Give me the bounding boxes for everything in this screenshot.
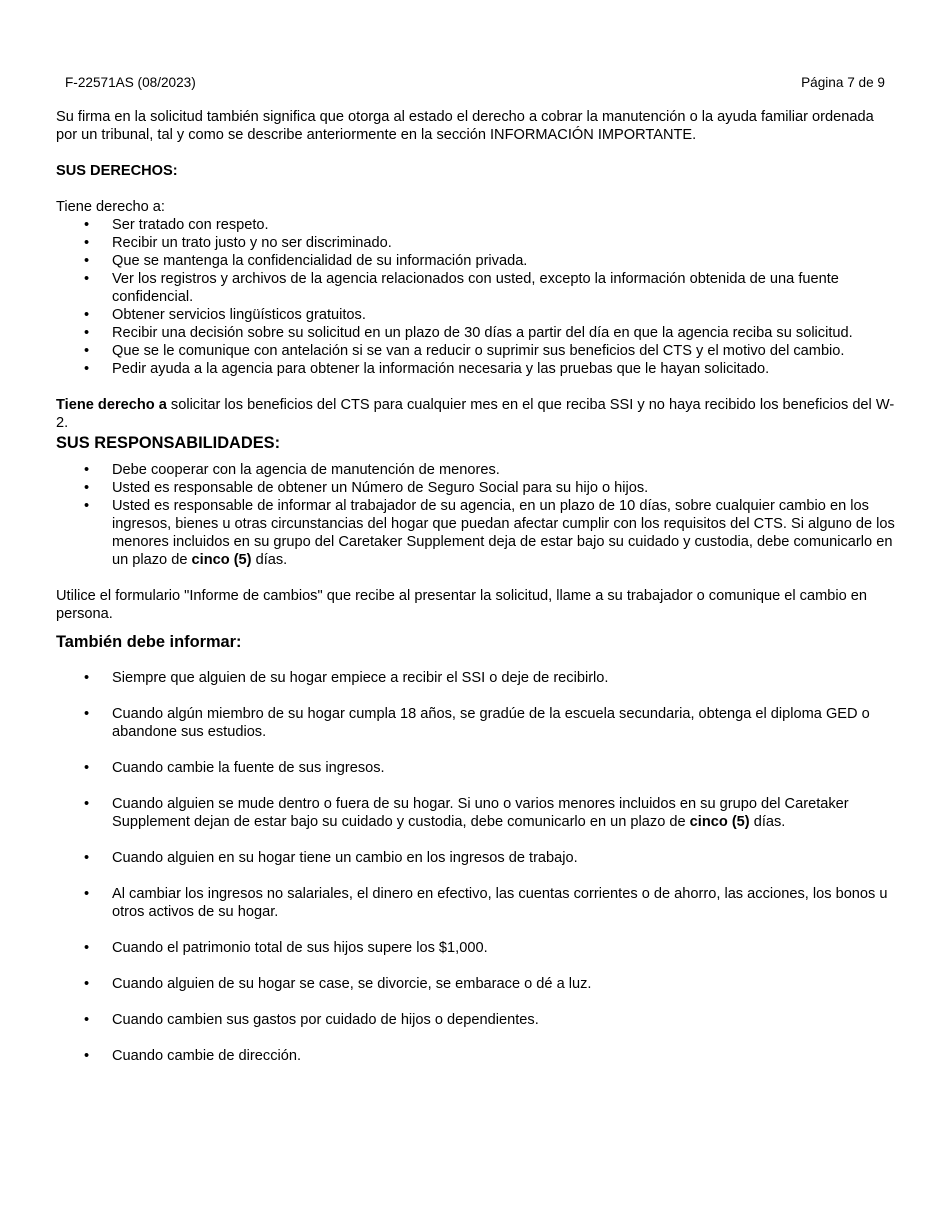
form-id: F-22571AS (08/2023) xyxy=(65,75,196,90)
list-item: • Ser tratado con respeto. xyxy=(56,216,896,234)
document-body xyxy=(56,108,896,1083)
page-number: Página 7 de 9 xyxy=(801,75,885,90)
report-heading: También debe informar: xyxy=(56,633,242,651)
list-item xyxy=(56,497,896,569)
list-item: • Que se le comunique con antelación si se van a reducir o suprimir sus beneficios del CTS y el motivo del cambio. xyxy=(56,342,896,360)
list-item-text: días. xyxy=(749,814,786,830)
list-item: • Usted es responsable de obtener un Número de Seguro Social para su hijo o hijos. xyxy=(56,479,896,497)
list-item: • Obtener servicios lingüísticos gratuitos. xyxy=(56,306,896,324)
report-list xyxy=(56,669,896,1065)
intro-paragraph: Su firma en la solicitud también significa que otorga al estado el derecho a cobrar la manutención o la ayuda familiar ordenada por un tribunal, tal y como se describe anteriormente en la sección INFORMACIÓN IMPORTANTE. xyxy=(56,109,874,143)
list-item: • Cuando algún miembro de su hogar cumpla 18 años, se gradúe de la escuela secundaria, obtenga el diploma GED o abandone sus estudios. xyxy=(56,705,896,741)
list-item: • Ver los registros y archivos de la agencia relacionados con usted, excepto la información obtenida de una fuente confidencial. xyxy=(56,270,896,306)
responsibilities-heading: SUS RESPONSABILIDADES: xyxy=(56,434,281,452)
rights-heading: SUS DERECHOS: xyxy=(56,163,178,179)
list-item xyxy=(56,795,896,831)
rights-note-text: solicitar los beneficios del CTS para cualquier mes en el que reciba SSI y no haya recibido los beneficios del W-2. xyxy=(56,397,895,431)
deadline-bold: cinco (5) xyxy=(689,814,750,830)
responsibilities-list xyxy=(56,461,896,569)
list-item: • Debe cooperar con la agencia de manutención de menores. xyxy=(56,461,896,479)
form-note: Utilice el formulario "Informe de cambios" que recibe al presentar la solicitud, llame a su trabajador o comunique el cambio en persona. xyxy=(56,588,867,622)
rights-note xyxy=(56,396,896,432)
list-item: • Cuando alguien de su hogar se case, se divorcie, se embarace o dé a luz. xyxy=(56,975,896,993)
list-item: • Siempre que alguien de su hogar empiece a recibir el SSI o deje de recibirlo. xyxy=(56,669,896,687)
list-item: • Que se mantenga la confidencialidad de su información privada. xyxy=(56,252,896,270)
rights-list xyxy=(56,216,896,378)
list-item: • Cuando alguien en su hogar tiene un cambio en los ingresos de trabajo. xyxy=(56,849,896,867)
deadline-bold: cinco (5) xyxy=(191,552,252,568)
list-item: • Cuando cambie de dirección. xyxy=(56,1047,896,1065)
list-item: • Cuando cambien sus gastos por cuidado de hijos o dependientes. xyxy=(56,1011,896,1029)
list-item: • Recibir una decisión sobre su solicitud en un plazo de 30 días a partir del día en que la agencia reciba su solicitud. xyxy=(56,324,896,342)
list-item-text: días. xyxy=(251,552,288,568)
rights-note-bold: Tiene derecho a xyxy=(56,397,167,413)
list-item-text: Usted es responsable de informar al trabajador de su agencia, en un plazo de 10 días, sobre cualquier cambio en los ingresos, bienes u otras circunstancias del hogar que puedan afectar cumplir con los requisitos del CTS. Si alguno de los menores incluidos en su grupo del Caretaker Supplement deja de estar bajo su cuidado y custodia, debe comunicarlo en un plazo de xyxy=(112,498,895,568)
list-item-text: Cuando alguien se mude dentro o fuera de su hogar. Si uno o varios menores incluidos en su grupo del Caretaker Supplement dejan de estar bajo su cuidado y custodia, debe comunicarlo en un plazo de xyxy=(112,796,849,830)
rights-lead: Tiene derecho a: xyxy=(56,199,165,215)
list-item: • Cuando el patrimonio total de sus hijos supere los $1,000. xyxy=(56,939,896,957)
list-item: • Cuando cambie la fuente de sus ingresos. xyxy=(56,759,896,777)
list-item: • Recibir un trato justo y no ser discriminado. xyxy=(56,234,896,252)
list-item: • Al cambiar los ingresos no salariales, el dinero en efectivo, las cuentas corrientes o de ahorro, las acciones, los bonos u otros activos de su hogar. xyxy=(56,885,896,921)
list-item: • Pedir ayuda a la agencia para obtener la información necesaria y las pruebas que le hayan solicitado. xyxy=(56,360,896,378)
